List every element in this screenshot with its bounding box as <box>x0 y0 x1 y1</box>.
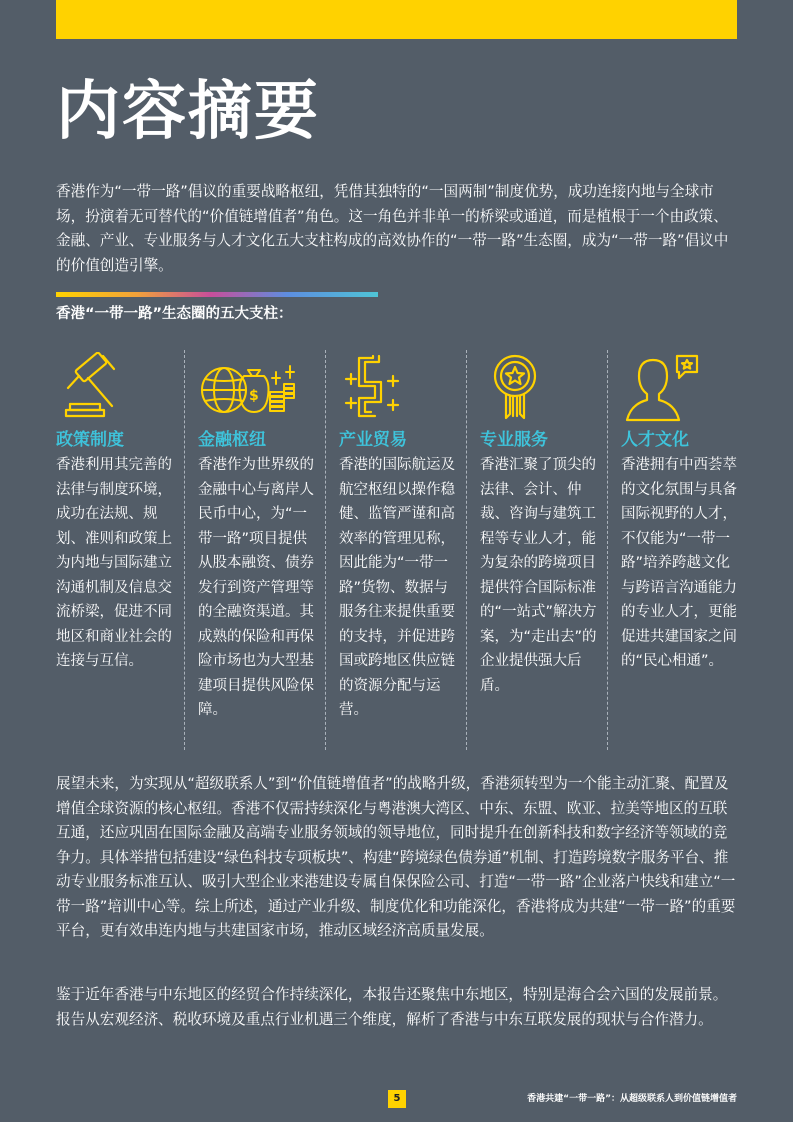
body-paragraph: 鉴于近年香港与中东地区的经贸合作持续深化，本报告还聚焦中东地区，特别是海合会六国的发展前景。报告从宏观经济、税收环境及重点行业机遇三个维度，解析了香港与中东互联发展的现状与合作潜力。 <box>56 986 728 1028</box>
page-number: 5 <box>388 1090 406 1108</box>
pillar-title: 专业服务 <box>480 430 548 450</box>
pillar-text: 香港利用其完善的法律与制度环境，成功在法规、规划、准则和政策上为内地与国际建立沟通机制及信息交流桥梁，促进不同地区和商业社会的连接与互信。 <box>56 457 172 669</box>
svg-text:$: $ <box>249 388 259 404</box>
pillars-grid <box>43 350 748 750</box>
pillar-text: 香港汇聚了顶尖的法律、会计、仲裁、咨询与建筑工程等专业人才，能为复杂的跨境项目提供符合国际标准的“一站式”解决方案，为“走出去”的企业提供强大后盾。 <box>480 457 597 694</box>
person-speech-icon <box>621 352 701 422</box>
intro-paragraph: 香港作为“一带一路”倡议的重要战略枢纽，凭借其独特的“一国两制”制度优势，成功连接内地与全球市场，扮演着无可替代的“价值链增值者”角色。这一角色并非单一的桥梁或通道，而是植根于一个由政策、金融、产业、专业服务与人才文化五大支柱构成的高效协作的“一带一路”生态圈，成为“一带一路”倡议中的价值创造引擎。 <box>56 183 729 274</box>
pillar-title: 人才文化 <box>621 430 689 450</box>
pillar-title: 政策制度 <box>56 430 124 450</box>
award-badge-icon <box>480 352 550 422</box>
pillar-text: 香港的国际航运及航空枢纽以操作稳健、监管严谨和高效率的管理见称，因此能为“一带一路”货物、数据与服务往来提供重要的支持，并促进跨国或跨地区供应链的资源分配与运营。 <box>339 457 455 718</box>
pillar-text: 香港拥有中西荟萃的文化氛围与具备国际视野的人才，不仅能为“一带一路”培养跨越文化与跨语言沟通能力的专业人才，更能促进共建国家之间的“民心相通”。 <box>621 457 737 669</box>
pillar-text: 香港作为世界级的金融中心与离岸人民币中心，为“一带一路”项目提供从股本融资、债券发行到资产管理等的全融资渠道。其成熟的保险和再保险市场也为大型基建项目提供风险保障。 <box>198 457 314 718</box>
pillar-trade <box>325 350 466 750</box>
pillar-title: 金融枢纽 <box>198 430 266 450</box>
globe-money-icon <box>198 352 298 422</box>
footer-report-title: 香港共建“一带一路”：从超级联系人到价值链增值者 <box>527 1094 737 1104</box>
pillars-heading: 香港“一带一路”生态圈的五大支柱： <box>56 306 293 322</box>
gradient-divider <box>56 292 378 297</box>
gavel-icon <box>56 352 126 422</box>
pillar-professional <box>466 350 607 750</box>
pillar-finance <box>184 350 325 750</box>
pillar-policy <box>43 350 184 750</box>
top-accent-bar <box>56 0 737 39</box>
body-paragraph: 展望未来，为实现从“超级联系人”到“价值链增值者”的战略升级，香港须转型为一个能主动汇聚、配置及增值全球资源的核心枢纽。香港不仅需持续深化与粤港澳大湾区、中东、东盟、欧亚、拉美等地区的互联互通，还应巩固在国际金融及高端专业服务领域的领导地位，同时提升在创新科技和数字经济等领域的竞争力。具体举措包括建设“绿色科技专项板块”、构建“跨境绿色债券通”机制、打造跨境数字服务平台、推动专业服务标准互认、吸引大型企业来港建设专属自保保险公司、打造“一带一路”企业落户快线和建立“一带一路”培训中心等。综上所述，通过产业升级、制度优化和功能深化，香港将成为共建“一带一路”的重要平台，更有效串连内地与共建国家市场，推动区域经济高质量发展。 <box>56 775 736 939</box>
pillar-talent <box>607 350 748 750</box>
pillar-title: 产业贸易 <box>339 430 407 450</box>
trade-hook-icon <box>339 352 409 422</box>
page-title: 内容摘要 <box>56 75 320 149</box>
